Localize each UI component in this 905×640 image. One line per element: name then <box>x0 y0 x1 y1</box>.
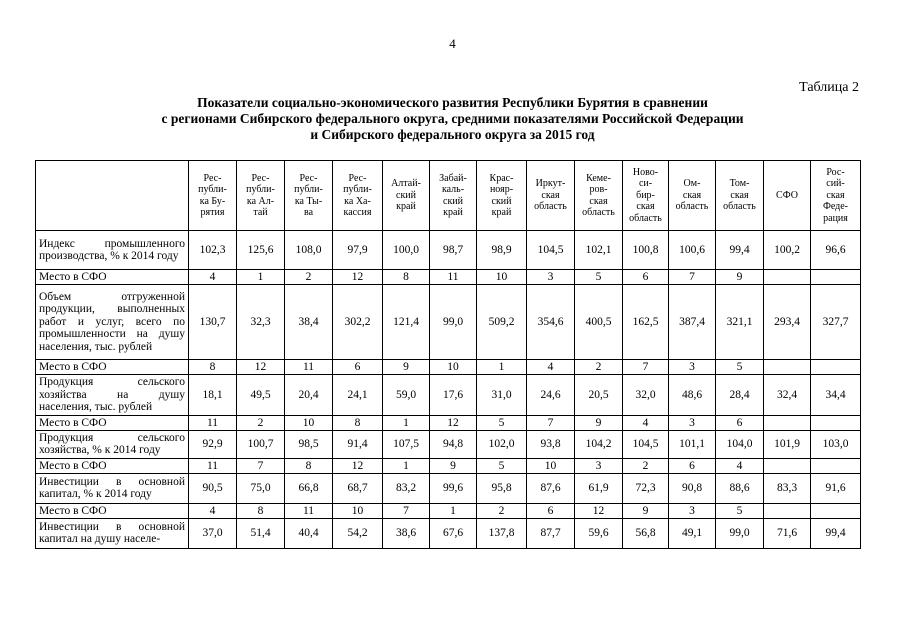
column-header-line: тай <box>253 207 268 218</box>
value-cell: 102,3 <box>189 231 237 270</box>
value-cell: 4 <box>716 458 764 473</box>
value-cell: 101,1 <box>669 430 716 458</box>
value-cell <box>811 503 861 518</box>
value-cell: 11 <box>285 360 333 375</box>
row-label: Место в СФО <box>36 270 189 285</box>
value-cell: 100,0 <box>383 231 430 270</box>
value-cell: 5 <box>477 458 527 473</box>
value-cell: 94,8 <box>430 430 477 458</box>
value-cell: 99,4 <box>716 231 764 270</box>
value-cell: 37,0 <box>189 518 237 548</box>
value-cell: 137,8 <box>477 518 527 548</box>
value-cell <box>811 415 861 430</box>
column-header-line: ская <box>826 189 845 201</box>
row-label: Объем отгруженной продукции, выполненных работ и услуг, всего по промышленности на душу населения, тыс. рублей <box>36 285 189 360</box>
value-cell: 49,5 <box>237 375 285 416</box>
value-cell: 354,6 <box>527 285 575 360</box>
value-cell: 327,7 <box>811 285 861 360</box>
value-cell: 12 <box>237 360 285 375</box>
value-cell: 100,2 <box>764 231 811 270</box>
column-header-line: публи- <box>294 184 323 195</box>
indicators-table <box>35 160 861 549</box>
column-header-line: публи- <box>246 184 275 195</box>
column-header-line: публи- <box>343 184 372 195</box>
column-header-line: Забай- <box>439 172 467 184</box>
value-cell: 59,6 <box>575 518 623 548</box>
value-cell: 10 <box>527 458 575 473</box>
value-cell: 2 <box>237 415 285 430</box>
column-header-line: Ом- <box>683 178 701 190</box>
column-header <box>189 161 237 231</box>
column-header <box>383 161 430 231</box>
value-cell: 91,6 <box>811 473 861 503</box>
value-cell: 49,1 <box>669 518 716 548</box>
value-cell: 6 <box>716 415 764 430</box>
value-cell <box>764 270 811 285</box>
column-header-line: каль- <box>441 184 465 195</box>
title-line: с регионами Сибирского федерального округа, средними показателями Российской Федерации <box>161 111 744 126</box>
value-cell: 91,4 <box>333 430 383 458</box>
row-label: Место в СФО <box>36 458 189 473</box>
row-label: Место в СФО <box>36 415 189 430</box>
value-cell: 125,6 <box>237 231 285 270</box>
value-cell: 6 <box>669 458 716 473</box>
row-label: Инвестиции в основной капитал на душу населе- <box>36 518 189 548</box>
column-header <box>623 161 669 231</box>
value-cell: 4 <box>189 503 237 518</box>
value-cell: 10 <box>333 503 383 518</box>
value-cell: 9 <box>623 503 669 518</box>
value-cell <box>811 270 861 285</box>
value-cell: 87,7 <box>527 518 575 548</box>
place-row <box>36 270 861 285</box>
value-cell: 9 <box>716 270 764 285</box>
value-cell: 4 <box>189 270 237 285</box>
value-cell: 31,0 <box>477 375 527 416</box>
value-cell <box>764 503 811 518</box>
column-header-line: ров- <box>589 184 608 195</box>
value-cell: 7 <box>623 360 669 375</box>
row-label: Продукция сельского хозяйства на душу населения, тыс. рублей <box>36 375 189 416</box>
column-header <box>764 161 811 231</box>
title-line: Показатели социально-экономического развития Республики Бурятия в сравнении <box>197 95 708 110</box>
value-cell: 104,0 <box>716 430 764 458</box>
column-header-line: си- <box>638 178 653 190</box>
column-header-line: ка Бу- <box>199 195 226 207</box>
value-cell: 97,9 <box>333 231 383 270</box>
value-cell: 8 <box>189 360 237 375</box>
value-cell: 3 <box>669 415 716 430</box>
value-cell: 100,6 <box>669 231 716 270</box>
value-cell: 11 <box>285 503 333 518</box>
value-cell: 12 <box>430 415 477 430</box>
column-header <box>669 161 716 231</box>
value-cell: 8 <box>285 458 333 473</box>
column-header-line: область <box>534 201 567 213</box>
value-cell: 72,3 <box>623 473 669 503</box>
value-cell: 11 <box>430 270 477 285</box>
column-header <box>477 161 527 231</box>
value-cell: 99,4 <box>811 518 861 548</box>
column-header-line: ва <box>303 207 314 218</box>
column-header-line: Алтай- <box>391 178 421 190</box>
value-cell: 121,4 <box>383 285 430 360</box>
indicator-row <box>36 375 861 416</box>
column-header-line: Рес- <box>348 172 367 184</box>
indicator-row <box>36 473 861 503</box>
value-cell: 99,0 <box>430 285 477 360</box>
value-cell: 108,0 <box>285 231 333 270</box>
column-header-line: сий- <box>826 178 845 190</box>
value-cell: 5 <box>716 360 764 375</box>
value-cell: 100,8 <box>623 231 669 270</box>
value-cell: 66,8 <box>285 473 333 503</box>
table-title <box>0 95 905 143</box>
column-header <box>237 161 285 231</box>
value-cell: 100,7 <box>237 430 285 458</box>
value-cell: 10 <box>285 415 333 430</box>
column-header-line: Крас- <box>489 172 514 184</box>
column-header-line: ская <box>682 189 702 201</box>
column-header-line: бир- <box>636 189 655 201</box>
value-cell: 32,4 <box>764 375 811 416</box>
column-header-line: ка Ал- <box>246 195 275 207</box>
value-cell: 54,2 <box>333 518 383 548</box>
value-cell: 2 <box>285 270 333 285</box>
value-cell: 130,7 <box>189 285 237 360</box>
column-header-line: край <box>396 201 416 213</box>
value-cell: 12 <box>333 270 383 285</box>
column-header-line: ская <box>730 189 749 201</box>
indicator-row <box>36 285 861 360</box>
value-cell: 90,8 <box>669 473 716 503</box>
value-cell: 8 <box>333 415 383 430</box>
column-header-line: ский <box>491 195 512 207</box>
value-cell: 20,5 <box>575 375 623 416</box>
value-cell: 61,9 <box>575 473 623 503</box>
value-cell: 6 <box>333 360 383 375</box>
place-row <box>36 360 861 375</box>
row-label: Продукция сельского хозяйства, % к 2014 году <box>36 430 189 458</box>
value-cell: 6 <box>527 503 575 518</box>
value-cell: 20,4 <box>285 375 333 416</box>
value-cell: 3 <box>669 360 716 375</box>
column-header <box>430 161 477 231</box>
value-cell: 28,4 <box>716 375 764 416</box>
value-cell: 24,6 <box>527 375 575 416</box>
value-cell: 67,6 <box>430 518 477 548</box>
value-cell: 83,2 <box>383 473 430 503</box>
column-header-line: СФО <box>776 189 798 201</box>
column-header-line: Том- <box>729 178 750 190</box>
value-cell: 9 <box>383 360 430 375</box>
value-cell: 17,6 <box>430 375 477 416</box>
column-header <box>527 161 575 231</box>
column-header-line: ский <box>443 195 463 207</box>
value-cell: 68,7 <box>333 473 383 503</box>
value-cell: 1 <box>383 458 430 473</box>
value-cell: 51,4 <box>237 518 285 548</box>
column-header-line: нояр- <box>489 184 514 195</box>
column-header-line: Иркут- <box>535 178 566 190</box>
value-cell <box>811 458 861 473</box>
value-cell: 11 <box>189 458 237 473</box>
value-cell: 293,4 <box>764 285 811 360</box>
value-cell: 102,1 <box>575 231 623 270</box>
indicator-row <box>36 518 861 548</box>
value-cell: 321,1 <box>716 285 764 360</box>
value-cell <box>811 360 861 375</box>
column-header-line: Рес- <box>299 172 318 184</box>
column-header-line: ский <box>396 189 416 201</box>
place-row <box>36 415 861 430</box>
column-header-line: край <box>443 207 463 218</box>
value-cell: 2 <box>575 360 623 375</box>
table-body <box>36 231 861 549</box>
column-header-line: область <box>582 207 615 218</box>
value-cell: 5 <box>477 415 527 430</box>
place-row <box>36 503 861 518</box>
value-cell: 24,1 <box>333 375 383 416</box>
value-cell: 99,6 <box>430 473 477 503</box>
value-cell: 302,2 <box>333 285 383 360</box>
column-header-line: ская <box>541 189 560 201</box>
value-cell: 1 <box>430 503 477 518</box>
value-cell: 102,0 <box>477 430 527 458</box>
value-cell: 2 <box>623 458 669 473</box>
column-header-line: Рес- <box>251 172 270 184</box>
column-header-line: публи- <box>198 184 227 195</box>
value-cell: 48,6 <box>669 375 716 416</box>
indicator-row <box>36 430 861 458</box>
value-cell <box>764 458 811 473</box>
value-cell: 104,5 <box>623 430 669 458</box>
value-cell: 4 <box>527 360 575 375</box>
value-cell: 32,3 <box>237 285 285 360</box>
column-header-line: ская <box>589 195 608 207</box>
header-row <box>36 161 861 231</box>
column-header-line: рация <box>823 212 848 224</box>
value-cell: 162,5 <box>623 285 669 360</box>
value-cell: 107,5 <box>383 430 430 458</box>
value-cell: 3 <box>527 270 575 285</box>
value-cell: 99,0 <box>716 518 764 548</box>
value-cell: 56,8 <box>623 518 669 548</box>
value-cell: 12 <box>333 458 383 473</box>
table-label: Таблица 2 <box>799 80 859 95</box>
value-cell: 400,5 <box>575 285 623 360</box>
value-cell: 71,6 <box>764 518 811 548</box>
value-cell: 1 <box>237 270 285 285</box>
value-cell: 2 <box>477 503 527 518</box>
row-label: Индекс промышленного производства, % к 2014 году <box>36 231 189 270</box>
value-cell: 3 <box>575 458 623 473</box>
value-cell: 98,7 <box>430 231 477 270</box>
column-header <box>333 161 383 231</box>
value-cell: 101,9 <box>764 430 811 458</box>
value-cell: 7 <box>383 503 430 518</box>
column-header-line: ка Ха- <box>344 195 371 207</box>
value-cell: 10 <box>430 360 477 375</box>
column-header <box>575 161 623 231</box>
row-label: Место в СФО <box>36 503 189 518</box>
value-cell: 95,8 <box>477 473 527 503</box>
value-cell: 12 <box>575 503 623 518</box>
value-cell: 83,3 <box>764 473 811 503</box>
column-header-line: область <box>629 212 662 224</box>
header-corner <box>36 161 189 231</box>
value-cell: 98,9 <box>477 231 527 270</box>
column-header <box>285 161 333 231</box>
value-cell: 103,0 <box>811 430 861 458</box>
column-header-line: область <box>723 201 756 213</box>
value-cell <box>764 415 811 430</box>
value-cell: 8 <box>383 270 430 285</box>
column-header <box>811 161 861 231</box>
value-cell: 6 <box>623 270 669 285</box>
column-header-line: Феде- <box>822 201 849 213</box>
value-cell: 1 <box>383 415 430 430</box>
column-header-line: рятия <box>200 207 225 218</box>
value-cell: 3 <box>669 503 716 518</box>
value-cell: 9 <box>575 415 623 430</box>
column-header-line: ская <box>636 201 655 213</box>
value-cell: 87,6 <box>527 473 575 503</box>
value-cell: 59,0 <box>383 375 430 416</box>
column-header <box>716 161 764 231</box>
column-header-line: Кеме- <box>586 172 611 184</box>
value-cell: 90,5 <box>189 473 237 503</box>
value-cell: 1 <box>477 360 527 375</box>
value-cell: 34,4 <box>811 375 861 416</box>
value-cell: 96,6 <box>811 231 861 270</box>
value-cell: 10 <box>477 270 527 285</box>
row-label: Место в СФО <box>36 360 189 375</box>
column-header-line: кассия <box>343 207 372 218</box>
value-cell: 387,4 <box>669 285 716 360</box>
value-cell: 5 <box>575 270 623 285</box>
value-cell: 18,1 <box>189 375 237 416</box>
value-cell: 40,4 <box>285 518 333 548</box>
value-cell: 8 <box>237 503 285 518</box>
value-cell: 9 <box>430 458 477 473</box>
value-cell: 32,0 <box>623 375 669 416</box>
column-header-line: Рес- <box>203 172 222 184</box>
column-header-line: Ново- <box>632 166 659 178</box>
column-header-line: область <box>675 201 709 213</box>
value-cell: 38,4 <box>285 285 333 360</box>
value-cell: 7 <box>527 415 575 430</box>
value-cell: 7 <box>237 458 285 473</box>
value-cell: 93,8 <box>527 430 575 458</box>
place-row <box>36 458 861 473</box>
value-cell: 104,2 <box>575 430 623 458</box>
column-header-line: Рос- <box>826 166 845 178</box>
value-cell: 4 <box>623 415 669 430</box>
value-cell: 7 <box>669 270 716 285</box>
value-cell: 75,0 <box>237 473 285 503</box>
value-cell: 38,6 <box>383 518 430 548</box>
value-cell: 509,2 <box>477 285 527 360</box>
column-header-line: ка Ты- <box>294 195 323 207</box>
value-cell: 92,9 <box>189 430 237 458</box>
title-line: и Сибирского федерального округа за 2015 год <box>310 127 595 142</box>
indicator-row <box>36 231 861 270</box>
page-number: 4 <box>449 36 456 51</box>
value-cell <box>764 360 811 375</box>
value-cell: 5 <box>716 503 764 518</box>
value-cell: 88,6 <box>716 473 764 503</box>
row-label: Инвестиции в основной капитал, % к 2014 году <box>36 473 189 503</box>
value-cell: 98,5 <box>285 430 333 458</box>
value-cell: 104,5 <box>527 231 575 270</box>
value-cell: 11 <box>189 415 237 430</box>
column-header-line: край <box>491 207 512 218</box>
